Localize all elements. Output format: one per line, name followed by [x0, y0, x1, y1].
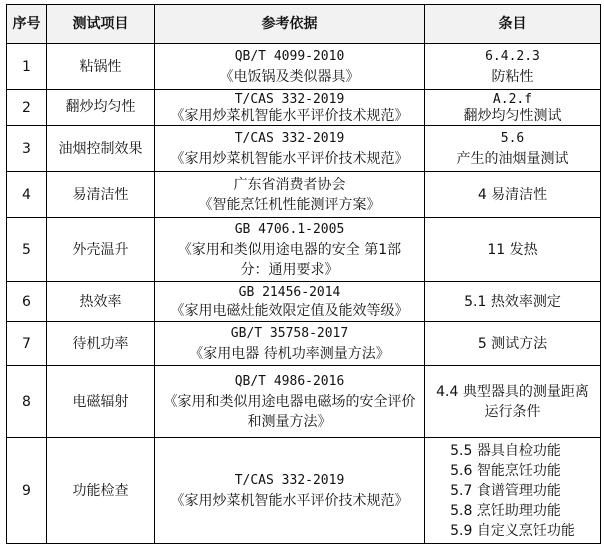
standard-code: T/CAS 332-2019: [234, 472, 345, 488]
clause-line: 4 易清洁性: [477, 186, 548, 203]
table-row: [7, 366, 601, 438]
row-basis: [155, 218, 425, 282]
row-clause: [425, 282, 601, 322]
row-basis: [155, 90, 425, 126]
header-basis: 参考依据: [155, 5, 425, 44]
header-seq-label: 序号: [12, 15, 41, 32]
row-seq: 4: [7, 172, 47, 218]
row-seq: 5: [7, 218, 47, 282]
clause-line: 产生的油烟量测试: [456, 150, 569, 167]
standard-code: T/CAS 332-2019: [234, 91, 345, 107]
clause-line: A.2.f: [492, 91, 533, 107]
table-header-row: [7, 5, 601, 44]
table-row: [7, 44, 601, 90]
header-seq: [7, 5, 47, 44]
row-item-label: 油烟控制效果: [58, 140, 143, 157]
row-clause: [425, 44, 601, 90]
table-row: [7, 322, 601, 366]
table-row: [7, 126, 601, 172]
test-items-table: [6, 4, 601, 544]
row-seq: 3: [7, 126, 47, 172]
row-seq: 6: [7, 282, 47, 322]
row-item: 易清洁性: [47, 172, 155, 218]
clause-line: 6.4.2.3: [485, 48, 540, 64]
row-item: [47, 126, 155, 172]
clause-line: 5.6: [500, 130, 525, 146]
clause-line: 5.1 热效率测定: [464, 293, 561, 310]
standard-title: 《家用炒菜机智能水平评价技术规范》: [170, 492, 409, 509]
row-clause: [425, 438, 601, 544]
row-item: 待机功率: [47, 322, 155, 366]
row-basis: [155, 172, 425, 218]
standard-code: T/CAS 332-2019: [234, 130, 345, 146]
test-items-table-container: [6, 4, 601, 544]
row-item: 功能检查: [47, 438, 155, 544]
row-basis: [155, 282, 425, 322]
table-row: [7, 90, 601, 126]
standard-title: 《家用电磁灶能效限定值及能效等级》: [170, 302, 409, 319]
clause-line: 防粘性: [491, 68, 534, 85]
clause-line: 5 测试方法: [477, 335, 548, 352]
row-seq: 8: [7, 366, 47, 438]
standard-title: 《家用和类似用途电器电磁场的安全评价和测量方法》: [163, 393, 416, 430]
header-clause: 条目: [425, 5, 601, 44]
function-clause-list: [450, 441, 575, 541]
row-basis: [155, 438, 425, 544]
row-clause: [425, 366, 601, 438]
standard-code: GB 4706.1-2005: [234, 221, 345, 237]
table-row: [7, 438, 601, 544]
row-clause: [425, 126, 601, 172]
row-item: 粘锅性: [47, 44, 155, 90]
row-seq: 7: [7, 322, 47, 366]
header-item: 测试项目: [47, 5, 155, 44]
standard-title: 《智能烹饪机性能测评方案》: [198, 196, 381, 213]
standard-code: QB/T 4099-2010: [234, 48, 345, 64]
standard-code: GB 21456-2014: [238, 284, 341, 300]
clause-line: 4.4 典型器具的测量距离运行条件: [436, 383, 589, 420]
row-clause: [425, 322, 601, 366]
standard-title: 《家用和类似用途电器的安全 第1部分：通用要求》: [177, 241, 402, 278]
standard-code: GB/T 35758-2017: [230, 325, 349, 341]
row-basis: [155, 126, 425, 172]
standard-title: 《家用电器 待机功率测量方法》: [189, 345, 390, 362]
clause-line: 11 发热: [487, 241, 538, 258]
row-seq: 9: [7, 438, 47, 544]
row-clause: [425, 90, 601, 126]
table-row: [7, 282, 601, 322]
row-basis: [155, 44, 425, 90]
clause-line: 5.7 食谱管理功能: [450, 482, 561, 499]
standard-title: 《家用炒菜机智能水平评价技术规范》: [170, 107, 409, 124]
row-item: 电磁辐射: [47, 366, 155, 438]
clause-line: 5.8 烹饪助理功能: [450, 502, 561, 519]
table-row: [7, 172, 601, 218]
standard-code: QB/T 4986-2016: [234, 373, 345, 389]
clause-line: 5.5 器具自检功能: [450, 442, 561, 459]
standard-title: 《家用炒菜机智能水平评价技术规范》: [170, 150, 409, 167]
row-clause: [425, 172, 601, 218]
clause-line: 翻炒均匀性测试: [463, 107, 562, 124]
row-seq: 1: [7, 44, 47, 90]
row-seq: 2: [7, 90, 47, 126]
row-item: 热效率: [47, 282, 155, 322]
row-basis: [155, 322, 425, 366]
row-clause: [425, 218, 601, 282]
row-item: [47, 90, 155, 126]
row-item: 外壳温升: [47, 218, 155, 282]
clause-line: 5.9 自定义烹饪功能: [450, 522, 575, 539]
table-row: [7, 218, 601, 282]
standard-title: 《电饭锅及类似器具》: [219, 68, 360, 85]
clause-line: 5.6 智能烹饪功能: [450, 462, 561, 479]
row-basis: [155, 366, 425, 438]
standard-code: 广东省消费者协会: [233, 176, 346, 193]
row-item-label: 翻炒均匀性: [65, 99, 136, 115]
